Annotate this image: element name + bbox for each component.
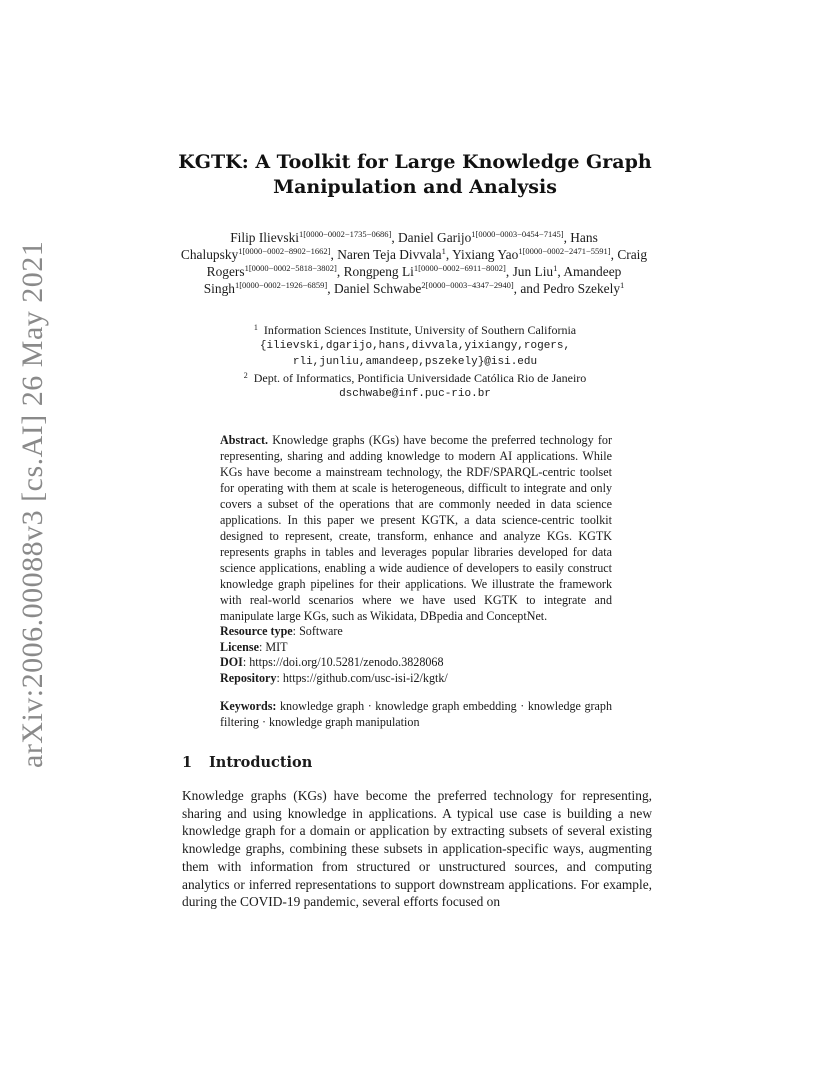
author-orcid: 1[0000−0002−5818−3802] (244, 263, 337, 273)
repository-label: Repository (220, 670, 277, 685)
author-orcid: 1[0000−0002−8902−1662] (238, 246, 331, 256)
keywords (220, 699, 612, 730)
license-line: License: MIT (220, 639, 288, 654)
section-heading (182, 754, 312, 771)
keywords-text: knowledge graph · knowledge graph embedding · knowledge graph filtering · knowledge graph manipulation (220, 699, 612, 729)
author-orcid: 1[0000−0002−1926−6859] (234, 280, 328, 290)
author-affil: 1 (620, 280, 625, 290)
doi-label: DOI (220, 655, 243, 669)
arxiv-identifier: arXiv:2006.00088v3 [cs.AI] 26 May 2021 (16, 240, 49, 768)
resource-type-label: Resource type (220, 624, 293, 638)
resource-type-value: Software (299, 624, 343, 638)
abstract-text: Knowledge graphs (KGs) have become the preferred technology for representing, sharing and adding knowledge to modern AI applications. While KGs have become a mainstream technology, the RDF/SPARQL-centric toolset for operating with them at scale is heterogeneous, difficult to integrate and only covers a subset of the operations that are commonly needed in data science applications. In this paper we present KGTK, a data science-centric toolkit designed to represent, create, transform, enhance and analyze KGs. KGTK represents graphs in tables and leverages popular libraries developed for data science applications, enabling a wide audience of developers to easily construct knowledge graph pipelines for their applications. We illustrate the framework with real-world scenarios where we have used KGTK to integrate and manipulate large KGs, such as Wikidata, DBpedia and ConceptNet. (220, 433, 612, 623)
affiliation-2 (200, 370, 630, 386)
doi-line: DOI: https://doi.org/10.5281/zenodo.3828068 (220, 655, 444, 669)
author-name: Daniel Schwabe (333, 281, 422, 296)
keywords-label: Keywords: (220, 699, 277, 713)
affiliation-1 (200, 322, 630, 338)
author-name: Amandeep Singh (203, 264, 622, 296)
license-value: MIT (265, 639, 288, 654)
author-name: Yixiang Yao (452, 247, 519, 262)
repository-link[interactable]: https://github.com/usc-isi-i2/kgtk/ (282, 670, 448, 685)
author-name: Naren Teja Divvala (337, 247, 442, 262)
author-name: Filip Ilievski (230, 230, 300, 245)
abstract-label: Abstract. (220, 433, 269, 447)
affiliation-number: 2 (243, 371, 248, 380)
author-orcid: 1[0000−0002−2471−5591] (518, 246, 611, 256)
author-affil: 1 (553, 263, 558, 273)
author-name: Hans Chalupsky (180, 230, 598, 262)
repository-line: Repository: https://github.com/usc-isi-i2/kgtk/ (220, 670, 448, 685)
author-name: Jun Liu (512, 264, 554, 279)
author-name: Daniel Garijo (398, 230, 472, 245)
license-label: License (220, 639, 259, 654)
author-orcid: 1[0000−0002−1735−0686] (299, 229, 392, 239)
affiliation-emails: {ilievski,dgarijo,hans,divvala,yixiangy,rogers, (259, 340, 571, 352)
author-name: Rongpeng Li (343, 264, 414, 279)
affiliations (200, 322, 630, 402)
affiliation-emails: rli,junliu,amandeep,pszekely}@isi.edu (292, 356, 538, 368)
affiliation-text: Information Sciences Institute, University of Southern California (263, 323, 577, 337)
author-name: Pedro Szekely (543, 281, 621, 296)
affiliation-text: Dept. of Informatics, Pontificia Universidade Católica Rio de Janeiro (253, 371, 587, 385)
paper-title: KGTK: A Toolkit for Large Knowledge Graph Manipulation and Analysis (178, 151, 652, 198)
abstract (220, 432, 612, 686)
affiliation-email: dschwabe@inf.puc-rio.br (339, 388, 491, 400)
author-orcid: 1[0000−0003−0454−7145] (471, 229, 564, 239)
section-number: 1 (182, 754, 193, 771)
section-title: Introduction (209, 754, 313, 771)
resource-type-line: Resource type: Software (220, 624, 343, 638)
affiliation-number: 1 (253, 323, 258, 332)
author-name: Craig Rogers (206, 247, 648, 279)
introduction-paragraph: Knowledge graphs (KGs) have become the preferred technology for representing, sharing and using knowledge in applications. A typical use case is building a new knowledge graph for a domain or application by extracting subsets of several existing knowledge graphs, combining these subsets in application-specific ways, augmenting them with information from structured or unstructured sources, and computing analytics or inferred representations to support downstream applications. For example, during the COVID-19 pandemic, several efforts focused on (182, 788, 652, 910)
doi-link[interactable]: https://doi.org/10.5281/zenodo.3828068 (249, 655, 444, 669)
author-orcid: 2[0000−0003−4347−2940] (421, 280, 514, 290)
author-affil: 1 (441, 246, 446, 256)
author-list: Filip Ilievski$^{1[0000-0002-1735-0686]}$, Daniel Garijo$^{1[0000-0003-0454-7145]}$, Hans Chalupsky$^{1[0000-0002-8902-1662]}$, Naren Teja Divvala$^1$, Yixiang Yao$^{1[0000-0002-2471-5591]}$, Craig Rogers$^{1[0000-0002-5818-3802]}$, Rongpeng $Li^{1[0000-0002-6911-8002]}$, Jun Liu$^1$, Amandeep Singh$^{1[0000-0002-1926-6859]}$, Daniel Schwabe$^{2[0000-0003-4347-2940]}$, and Pedro Szekely$^1$ (180, 229, 648, 296)
author-orcid: 1[0000−0002−6911−8002] (413, 263, 506, 273)
